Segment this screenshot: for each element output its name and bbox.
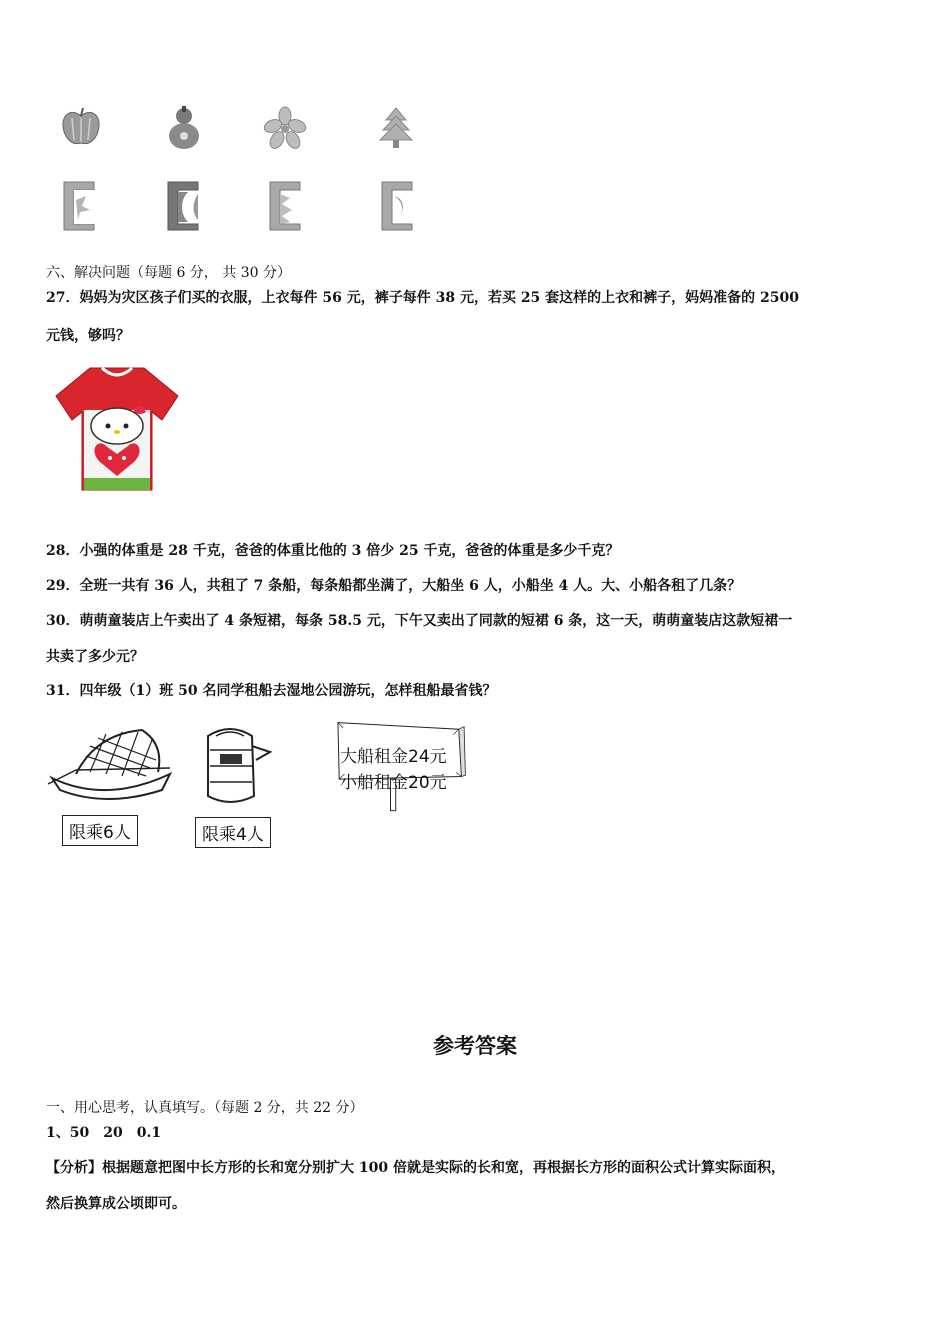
q28-text: 28．小强的体重是 28 千克，爸爸的体重比他的 3 倍少 25 千克，爸爸的体重是多少千克？ xyxy=(46,543,620,559)
cutout-e-moon-icon xyxy=(164,180,204,232)
analysis-line1: 【分析】根据题意把图中长方形的长和宽分别扩大 100 倍就是实际的长和宽，再根据长方形的面积公式计算实际面积， xyxy=(46,1160,785,1176)
section-heading: 六、解决问题（每题 6 分， 共 30 分） xyxy=(46,265,291,281)
gourd-icon xyxy=(164,104,204,152)
q30-line2: 共卖了多少元？ xyxy=(46,649,144,665)
analysis-line2: 然后换算成公顷即可。 xyxy=(46,1196,186,1212)
q27-line2: 元钱，够吗？ xyxy=(46,328,130,344)
small-boat-price: 小船租金20元 xyxy=(340,773,447,793)
cutout-e-zigzag-icon xyxy=(266,180,306,232)
q27-line1: 27．妈妈为灾区孩子们买的衣服，上衣每件 56 元，裤子每件 38 元，若买 25 套这样的上衣和裤子，妈妈准备的 2500 xyxy=(46,290,800,306)
flower-icon xyxy=(262,106,308,150)
tree-icon xyxy=(376,106,416,150)
small-boat-image xyxy=(196,726,276,810)
q29-text: 29．全班一共有 36 人，共租了 7 条船，每条船都坐满了，大船坐 6 人，小船坐 4 人。大、小船各租了几条？ xyxy=(46,578,742,594)
small-boat-capacity-label: 限乘4人 xyxy=(195,817,271,848)
answers-title: 参考答案 xyxy=(433,1034,517,1058)
answer-1: 1、50 20 0.1 xyxy=(46,1125,162,1141)
cutout-e-flower-icon xyxy=(60,180,100,232)
apple-icon xyxy=(58,104,104,150)
answers-section1-heading: 一、用心思考，认真填写。（每题 2 分，共 22 分） xyxy=(46,1100,364,1116)
big-boat-image xyxy=(46,724,176,804)
big-boat-price: 大船租金24元 xyxy=(340,747,447,767)
q30-line1: 30．萌萌童装店上午卖出了 4 条短裙，每条 58.5 元，下午又卖出了同款的短裙 6 条，这一天，萌萌童装店这款短裙一 xyxy=(46,613,793,629)
t-shirt-image xyxy=(50,362,184,496)
q31-text: 31．四年级（1）班 50 名同学租船去湿地公园游玩，怎样租船最省钱？ xyxy=(46,683,497,699)
big-boat-capacity-label: 限乘6人 xyxy=(62,815,138,846)
cutout-e-crescent-icon xyxy=(378,180,418,232)
